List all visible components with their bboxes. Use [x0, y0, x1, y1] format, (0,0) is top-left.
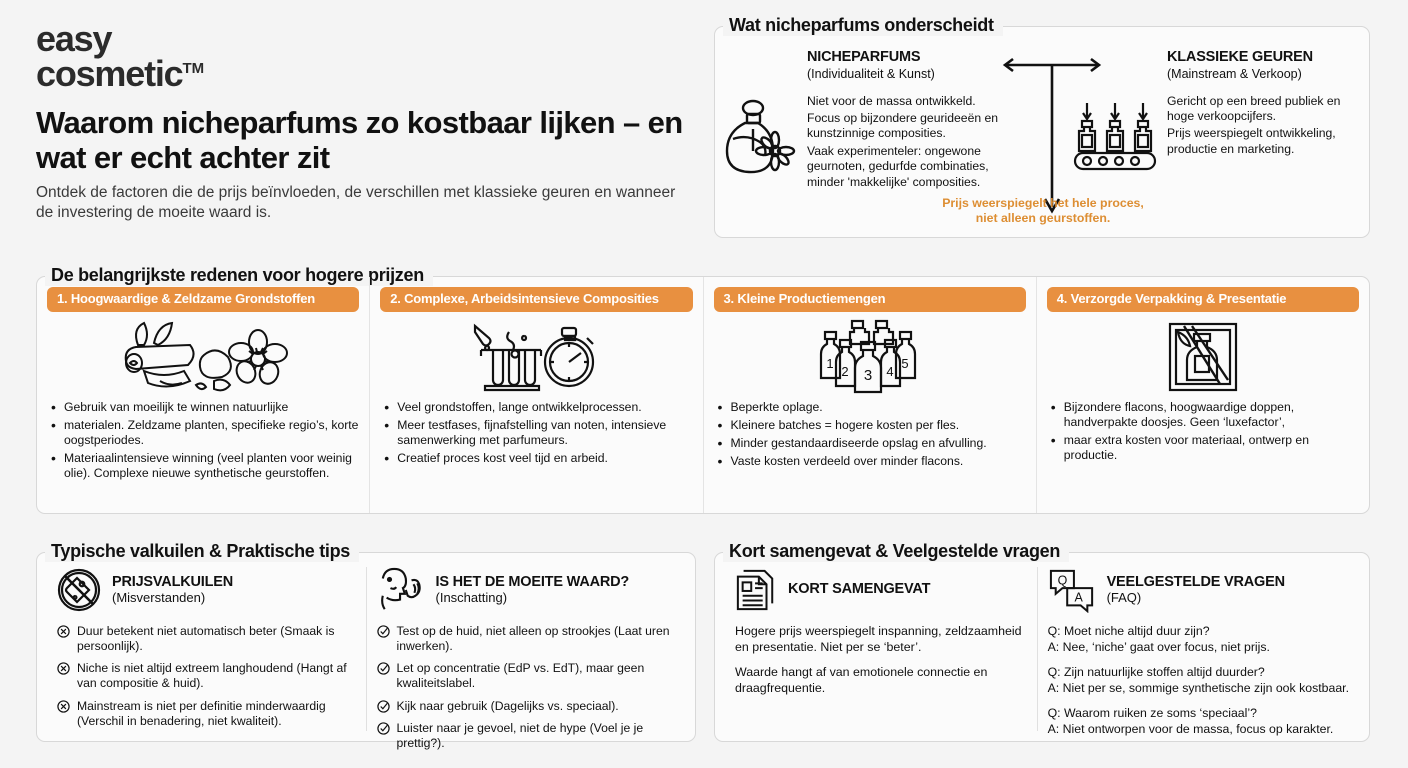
questions-subtitle: (FAQ) — [1106, 589, 1142, 605]
reason-bullet-list — [380, 400, 692, 466]
compare-right-heading: KLASSIEKE GEUREN — [1167, 49, 1313, 65]
reason-bullet-list — [47, 400, 359, 481]
svg-text:5: 5 — [901, 356, 909, 372]
raw-materials-icon — [47, 318, 359, 396]
list-item — [57, 624, 356, 654]
cross-circle-icon — [57, 700, 70, 713]
reason-bullet: • Gebruik van moeilijk te winnen natuurlijke — [49, 400, 359, 415]
list-item — [377, 661, 676, 691]
faq-section-title: Kort samengevat & Veelgestelde vragen — [723, 541, 1069, 562]
check-circle-icon — [377, 625, 390, 638]
svg-text:Q: Q — [1057, 573, 1067, 588]
check-circle-icon — [377, 662, 390, 675]
check-circle-icon — [377, 700, 390, 713]
cross-circle-icon — [57, 625, 70, 638]
compare-note-line-1: Prijs weerspiegelt het hele proces, — [942, 196, 1144, 210]
faq-question: Q: Moet niche altijd duur zijn? — [1047, 624, 1210, 638]
page-title: Waarom nicheparfums zo kostbaar lijken – en wat er echt achter zit — [36, 105, 683, 176]
compare-right-column — [1167, 49, 1365, 159]
compare-section-title: Wat nicheparfums onderscheidt — [723, 15, 1003, 36]
list-item-text: Let op concentratie (EdP vs. EdT), maar geen kwaliteitslabel. — [396, 661, 645, 691]
worth-it-title: IS HET DE MOEITE WAARD? — [435, 573, 630, 590]
compare-right-subheading: (Mainstream & Verkoop) — [1167, 66, 1302, 81]
faq-answer: A: Niet ontworpen voor de massa, focus op karakter. — [1047, 721, 1334, 736]
reason-card[interactable] — [1036, 277, 1369, 513]
list-item-text: Duur betekent niet automatisch beter (Smaak is persoonlijk). — [77, 624, 335, 654]
reason-card-header: 2. Complexe, Arbeidsintensieve Composities — [380, 287, 692, 312]
reason-card[interactable] — [369, 277, 702, 513]
compare-left-points — [807, 94, 1019, 190]
page-subtitle: Ontdek de factoren die de prijs beïnvloeden, de verschillen met klassieke geuren en wanneer de investering de moeite waard is. — [36, 184, 676, 221]
compare-right-points — [1167, 94, 1365, 158]
reason-bullet: • maar extra kosten voor materiaal, ontwerp en productie. — [1049, 433, 1359, 463]
no-price-tag-icon — [57, 568, 101, 612]
summary-paragraph: Waarde hangt af van emotionele connectie en draagfrequentie. — [735, 665, 988, 695]
nose-smelling-icon — [377, 567, 425, 613]
reason-card-header: 4. Verzorgde Verpakking & Presentatie — [1047, 287, 1359, 312]
list-item — [57, 661, 356, 691]
faq-question: Q: Waarom ruiken ze soms ‘speciaal’? — [1047, 705, 1257, 720]
reason-bullet: • Creatief proces kost veel tijd en arbeid. — [382, 451, 692, 466]
reason-card[interactable] — [703, 277, 1036, 513]
summary-column — [725, 567, 1037, 731]
faq-section — [714, 541, 1370, 742]
gift-box-perfume-icon — [1047, 318, 1359, 396]
worth-it-list — [377, 624, 676, 751]
faq-item — [1048, 624, 1349, 656]
questions-title: VEELGESTELDE VRAGEN — [1106, 573, 1285, 590]
summary-title: KORT SAMENGEVAT — [788, 581, 931, 598]
list-item — [377, 721, 676, 751]
reason-bullet-list — [714, 400, 1026, 469]
reason-bullet: • Beperkte oplage. — [716, 400, 1026, 415]
compare-left-subheading: (Individualiteit & Kunst) — [807, 66, 935, 81]
reason-card[interactable] — [37, 277, 369, 513]
reason-bullet: • Meer testfases, fijnafstelling van noten, intensieve samenwerking met parfumeurs. — [382, 418, 692, 448]
reason-bullet: • Materiaalintensieve winning (veel planten voor weinig olie). Complexe nieuwe synthetische geurstoffen. — [49, 451, 359, 481]
document-icon — [735, 567, 777, 613]
list-item — [57, 699, 356, 729]
pitfalls-column — [47, 567, 366, 731]
hero-block — [36, 18, 696, 223]
brand-line-1: easy — [36, 18, 112, 59]
faq-answer: A: Niet per se, sommige synthetische zijn ook kostbaar. — [1047, 680, 1349, 695]
numbered-bottles-icon — [714, 318, 1026, 396]
trademark-symbol: TM — [182, 59, 205, 77]
compare-left-point: Niet voor de massa ontwikkeld. — [807, 93, 976, 108]
reasons-section — [36, 265, 1370, 514]
faq-question: Q: Zijn natuurlijke stoffen altijd duurder? — [1047, 664, 1265, 679]
list-item — [377, 699, 676, 714]
worth-it-column — [366, 567, 686, 750]
reason-bullet: • Vaste kosten verdeeld over minder flacons. — [716, 454, 1026, 469]
svg-text:3: 3 — [863, 367, 872, 385]
pitfalls-title: PRIJSVALKUILEN — [112, 573, 234, 590]
cross-circle-icon — [57, 662, 70, 675]
reason-bullet-list — [1047, 400, 1359, 463]
check-circle-icon — [377, 722, 390, 735]
list-item-text: Test op de huid, niet alleen op strookjes (Laat uren inwerken). — [396, 624, 670, 654]
list-item — [377, 624, 676, 654]
svg-text:A: A — [1074, 590, 1083, 605]
brand-logo — [36, 18, 696, 94]
questions-column — [1037, 567, 1359, 736]
tips-section-title: Typische valkuilen & Praktische tips — [45, 541, 359, 562]
brand-line-2: cosmetic™ — [36, 52, 205, 94]
faq-item — [1048, 706, 1349, 738]
perfume-bottle-icon — [723, 99, 797, 175]
compare-left-point: Focus op bijzondere geurideeën en kunstzinnige composities. — [807, 111, 999, 141]
pitfalls-list — [57, 624, 356, 729]
compare-left-column — [807, 49, 1019, 192]
reason-bullet: • Bijzondere flacons, hoogwaardige doppen, handverpakte doosjes. Geen ‘luxefactor’, — [1049, 400, 1359, 430]
reason-card-header: 3. Kleine Productiemengen — [714, 287, 1026, 312]
summary-paragraph: Hogere prijs weerspiegelt inspanning, zeldzaamheid en presentatie. Niet per se ‘beter’. — [735, 624, 1022, 654]
compare-right-point: Gericht op een breed publiek en hoge verkoopcijfers. — [1167, 93, 1341, 124]
reason-bullet: • Veel grondstoffen, lange ontwikkelprocessen. — [382, 400, 692, 415]
reasons-section-title: De belangrijkste redenen voor hogere prijzen — [45, 265, 433, 286]
lab-testtubes-stopwatch-icon — [380, 318, 692, 396]
list-item-text: Mainstream is niet per definitie minderwaardig (Verschil in benadering, niet kwaliteit). — [77, 698, 326, 728]
faq-item — [1048, 665, 1349, 697]
list-item-text: Luister naar je gevoel, niet de hype (Voel je je prettig?). — [396, 720, 644, 750]
reason-bullet: • Minder gestandaardiseerde opslag en afvulling. — [716, 436, 1026, 451]
compare-left-heading: NICHEPARFUMS — [807, 49, 921, 65]
list-item-text: Kijk naar gebruik (Dagelijks vs. speciaal). — [396, 698, 619, 713]
compare-note — [928, 196, 1158, 226]
reason-card-header: 1. Hoogwaardige & Zeldzame Grondstoffen — [47, 287, 359, 312]
reason-bullet: • Kleinere batches = hogere kosten per fles. — [716, 418, 1026, 433]
production-line-icon — [1073, 101, 1157, 173]
worth-it-subtitle: (Inschatting) — [435, 589, 508, 605]
qa-bubbles-icon — [1048, 567, 1096, 613]
faq-answer: A: Nee, ‘niche’ gaat over focus, niet prijs. — [1047, 639, 1270, 654]
compare-right-point: Prijs weerspiegelt ontwikkeling, productie en marketing. — [1167, 126, 1336, 156]
list-item-text: Niche is niet altijd extreem langhoudend (Hangt af van compositie & huid). — [77, 661, 347, 691]
reason-bullet: • materialen. Zeldzame planten, specifieke regio’s, korte oogstperiodes. — [49, 418, 359, 448]
tips-section — [36, 541, 696, 750]
svg-text:1: 1 — [826, 356, 834, 372]
compare-left-point: Vaak experimenteler: ongewone geurnoten, gedurfde combinaties, minder 'makkelijke' composities. — [807, 143, 989, 189]
pitfalls-subtitle: (Misverstanden) — [112, 589, 206, 605]
svg-text:4: 4 — [886, 364, 894, 380]
compare-note-line-2: niet alleen geurstoffen. — [975, 211, 1111, 225]
svg-text:2: 2 — [841, 364, 849, 380]
